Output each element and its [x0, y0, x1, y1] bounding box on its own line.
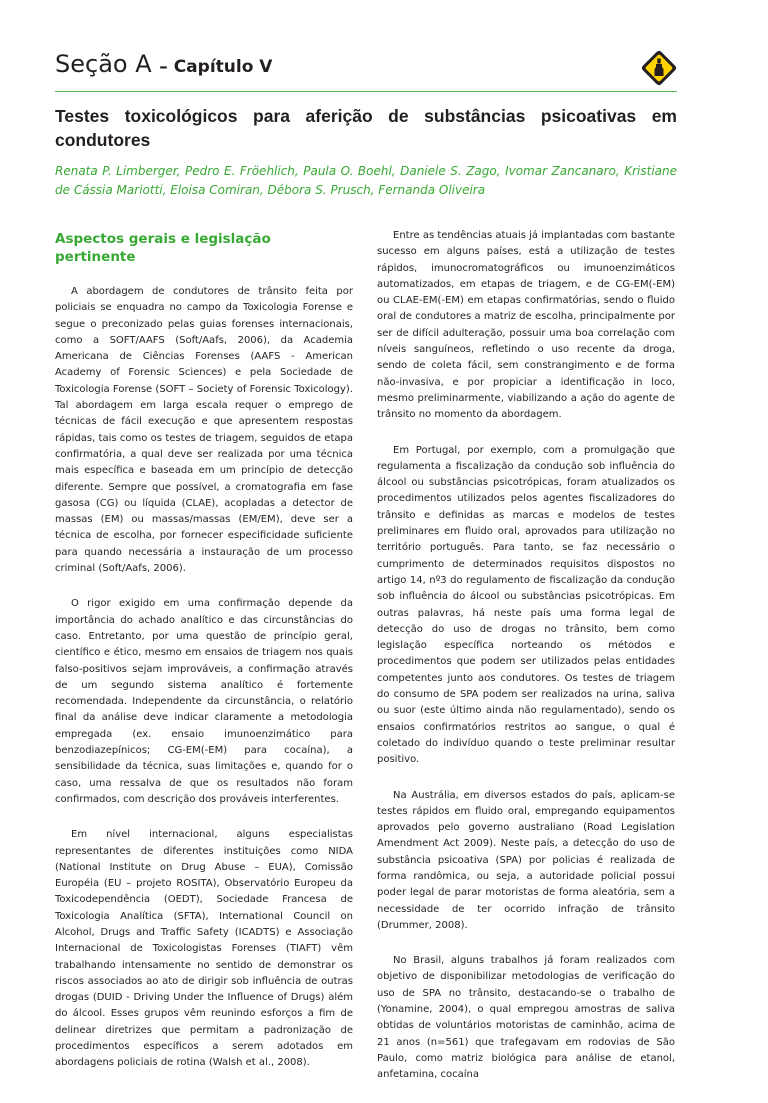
paragraph: A abordagem de condutores de trânsito feita por policiais se enquadra no campo da Toxicologia Forense e segue o preconizado pelas guias forenses internacionais, como a SOFT/AAFS (Soft/Aafs, 2006), da Academia Americana de Ciências Forenses (AAFS - American Academy of Forensic Sciences) e pela Sociedade de Toxicologia Forense (SOFT – Society of Forensic Toxicology). Tal abordagem em larga escala requer o emprego de técnicas de fácil execução e que apresentem respostas rápidas, tais como os testes de triagem, seguidos de etapa confirmatória, a qual deve ser realizada por uma técnica mais específica e baseada em um princípio de detecção diferente. Sempre que possível, a cromatografia em fase gasosa (CG) ou líquida (CLAE), acopladas a detector de massas (EM) ou massas/massas (EM/EM), deve ser a técnica de escolha, por fornecer especificidade suficiente para quando necessária a instauração de um processo criminal (Soft/Aafs, 2006).	[55, 286, 353, 575]
paragraph: Em Portugal, por exemplo, com a promulgação que regulamenta a fiscalização da condução sob influência do álcool ou substâncias psicotrópicas, foram atualizados os procedimentos utilizados pelos agentes fiscalizadores do trânsito e definidas as marcas e modelos de testes preliminares em fluido oral, aprovados para utilização no território português. Para tanto, se faz necessário o cumprimento de determinados requisitos dispostos no artigo 14, nº3 do regulamento de fiscalização da condução sob influência do álcool ou substâncias psicotrópicas. Em outras palavras, há neste país uma forma legal de detecção do uso de drogas no trânsito, bem como legislação específica norteando os métodos e procedimentos que podem ser utilizados pelas entidades competentes junto aos condutores. Os testes de triagem do consumo de SPA podem ser realizados na urina, saliva ou suor (este último ainda não regulamentado), sendo os ensaios confirmatórios restritos ao sangue, o qual é coletado do indivíduo quando o teste preliminar resultar positivo.	[377, 444, 675, 766]
paragraph: Na Austrália, em diversos estados do país, aplicam-se testes rápidos em fluido oral, empregando equipamentos aprovados pelo governo australiano (Road Legislation Amendment Act 2009). Neste país, a detecção do uso de substância psicoativa (SPA) por policias é realizada de forma randômica, ou seja, a autoridade policial possui poder legal de parar motoristas de forma aleatória, sem a necessidade de ter ocorrido infração de trânsito (Drummer, 2008).	[377, 789, 675, 931]
left-column	[55, 230, 353, 1091]
chapter-label: – Capítulo V	[159, 57, 273, 77]
article-authors: Renata P. Limberger, Pedro E. Fröehlich, Paula O. Boehl, Daniele S. Zago, Ivomar Zancanaro, Kristiane de Cássia Mariotti, Eloisa Comiran, Débora S. Prusch, Fernanda Oliveira	[55, 164, 677, 197]
paragraph: Em nível internacional, alguns especialistas representantes de diferentes instituições como NIDA (National Institute on Drug Abuse – EUA), Comissão Européia (EU – projeto ROSITA), Observatório Europeu da Toxicodependência (OEDT), Sociedade Francesa de Toxicologia Analítica (SFTA), International Council on Alcohol, Drugs and Traffic Safety (ICADTS) e Associação Internacional de Toxicologistas Forenses (TIAFT) vêm trabalhando intensamente no sentido de demonstrar os riscos associados ao ato de dirigir sob influência de outras drogas (DUID - Driving Under the Influence of Drugs) além do álcool. Esses grupos vêm reunindo esforços a fim de delinear diretrizes que permitam a padronização de procedimentos específicos a serem adotados em abordagens policiais de rotina (Walsh et al., 2008).	[55, 829, 353, 1069]
warning-bottle-icon	[641, 50, 677, 86]
article-title: Testes toxicológicos para aferição de substâncias psicoativas em condutores	[55, 106, 677, 150]
paragraph: Entre as tendências atuais já implantadas com bastante sucesso em alguns países, está a utilização de testes rápidos, imunocromatográficos ou imunoenzimáticos automatizados, em etapas de triagem, e de CG-EM(-EM) ou CLAE-EM(-EM) em etapas confirmatórias, sendo o fluido oral de condutores a matriz de escolha, principalmente por ser de difícil adulteração, possuir uma boa correlação com níveis sanguíneos, refletindo o uso recente da droga, sendo de coleta fácil, sem constrangimento e de forma não-invasiva, e por propiciar a identificação in loco, mesmo preliminarmente, viabilizando a ação do agente de trânsito no momento da abordagem.	[377, 230, 675, 421]
right-column	[377, 228, 675, 1103]
section-title	[55, 50, 272, 78]
paragraph: No Brasil, alguns trabalhos já foram realizados com objetivo de disponibilizar metodologias de verificação do uso de SPA no trânsito, destacando-se o trabalho de (Yonamine, 2004), o qual empregou amostras de saliva obtidas de voluntários motoristas de caminhão, acima de 21 anos (n=561) que trafegavam em rodovias de São Paulo, como matriz biológica para análise de etanol, anfetamina, cocaína	[377, 955, 675, 1081]
paragraph: O rigor exigido em uma confirmação depende da importância do achado analítico e das circunstâncias do caso. Entretanto, por uma questão de princípio geral, científico e ético, mesmo em ensaios de triagem nos quais falso-positivos sejam improváveis, a confirmação através de um segundo sistema analítico é fortemente recomendada. Independente da circunstância, o relatório final da análise deve indicar claramente a metodologia empregada (ex. ensaio imunoenzimático para benzodiazepínicos; CG-EM(-EM) para cocaína), a sensibilidade da técnica, suas limitações e, quando for o caso, uma ressalva de que os resultados não foram confirmados, com descrição dos prováveis interferentes.	[55, 598, 353, 805]
section-heading: Aspectos gerais e legislação pertinente	[55, 231, 271, 265]
section-label: Seção A	[55, 50, 152, 78]
header-divider	[55, 91, 677, 92]
page-header	[55, 50, 677, 92]
